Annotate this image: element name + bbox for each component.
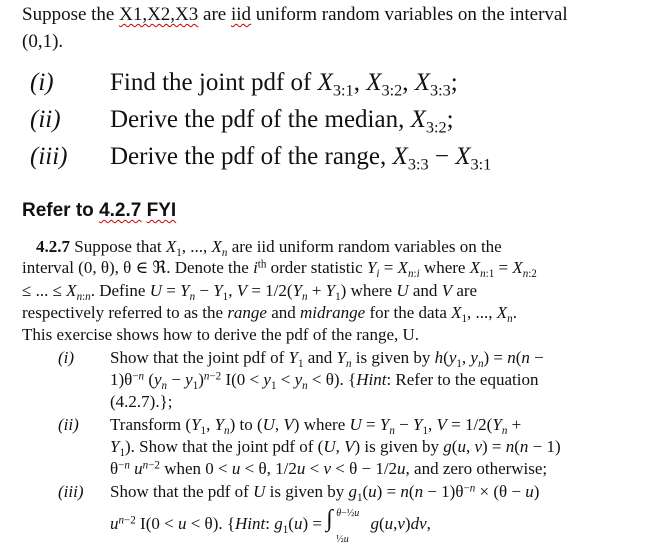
refer-line	[22, 200, 176, 222]
question-line-1	[22, 3, 568, 27]
question-line-2: (0,1).	[22, 31, 64, 52]
exercise-number: 4.2.7	[36, 237, 70, 256]
refer-section-link[interactable]: 4.2.7	[99, 200, 142, 221]
exercise-line-5: This exercise shows how to derive the pdf of the range, U.	[22, 325, 420, 344]
question-are: are	[198, 4, 231, 25]
part-i-text: Find the joint pdf of $X_{3:1}$, $X_{3:2}$, $X_{3:3}$;	[110, 69, 458, 100]
exercise-item-ii-line-3: $\theta^{-n}$ $u^{n-2}$ when 0 < u < θ, 1/2u < v < θ − 1/2u, and zero otherwise;	[110, 459, 548, 478]
exercise-item-iii-label: (iii)	[58, 482, 84, 501]
exercise-item-iii-line-2: $u^{n-2}$ I(0 < u < θ). {Hint: $g_1(u)$ = ∫ θ−½u ½u g(u,v)dv,	[110, 506, 431, 546]
question-intro: Suppose the	[22, 4, 120, 25]
question-rest: uniform random variables on the interval	[251, 4, 568, 25]
part-iii-text: Derive the pdf of the range, $X_{3:3} - X_{3:1}$	[110, 143, 492, 174]
question-variables: X1,X2,X3	[119, 4, 199, 25]
refer-label: Refer to	[22, 200, 100, 221]
exercise-line-4: respectively referred to as the range and midrange for the data $X_1$, ..., $X_n$.	[22, 303, 517, 325]
exercise-item-ii-line-2: $Y_1$). Show that the joint pdf of (U, V) is given by g(u, v) = n(n − 1)	[110, 437, 561, 459]
exercise-item-i-line-2: $1)\theta^{-n}$ $(y_n - y_1)^{n-2}$ $I(0 < y_1 < y_n < \theta)$. {Hint: Refer to the equation	[110, 370, 539, 392]
exercise-line-1: 4.2.7 Suppose that $X_1$, ..., $X_n$ are iid uniform random variables on the	[36, 237, 502, 259]
part-ii-text: Derive the pdf of the median, $X_{3:2}$;	[110, 106, 454, 137]
part-ii-label: (ii)	[30, 106, 61, 133]
part-i-label: (i)	[30, 69, 54, 96]
integral-symbol: ∫ θ−½u ½u	[326, 506, 360, 546]
refer-fyi: FYI	[146, 200, 177, 221]
question-iid: iid	[230, 4, 252, 25]
part-iii-label: (iii)	[30, 143, 68, 170]
exercise-item-i-line-1: Show that the joint pdf of $Y_1$ and $Y_n$ is given by $h(y_1$, $y_n) = n(n$ −	[110, 348, 544, 370]
exercise-item-ii-line-1: Transform ($Y_1$, $Y_n$) to (U, V) where $U = Y_n - Y_1$, $V = 1/2(Y_n$ +	[110, 415, 522, 437]
exercise-item-iii-line-1: Show that the pdf of U is given by $g_1(u) = n(n - 1)\theta^{-n} \times (\theta - u)$	[110, 482, 540, 504]
exercise-item-ii-label: (ii)	[58, 415, 79, 434]
exercise-item-i-line-3: (4.2.7).};	[110, 392, 173, 411]
exercise-item-i-label: (i)	[58, 348, 75, 367]
exercise-line-3: ≤ ... ≤ $X_{n:n}$. Define $U = Y_n - Y_1$, $V = 1/2(Y_n + Y_1)$ where U and V are	[22, 281, 478, 303]
exercise-line-2: interval (0, θ), θ ∈ ℜ. Denote the $i^{th}$ order statistic $Y_i = X_{n:i}$ where $X_{n:1} = X_{n:2}$	[22, 258, 537, 280]
